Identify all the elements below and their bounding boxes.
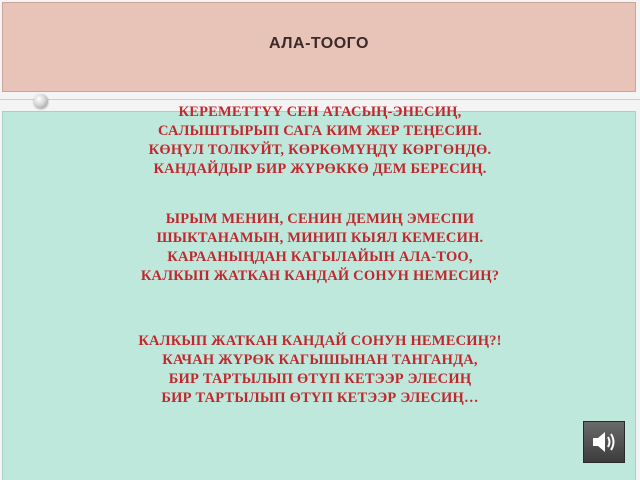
poem-line: КАЛКЫП ЖАТКАН КАНДАЙ СОНУН НЕМЕСИҢ?! [138,333,502,349]
poem-stanza-1 [0,103,640,179]
poem-stanza-3 [0,332,640,408]
poem-line: КӨҢҮЛ ТОЛКУЙТ, КӨРКӨМҮҢДҮ КӨРГӨНДӨ. [148,142,492,158]
poem-line: ШЫКТАНАМЫН, МИНИП КЫЯЛ КЕМЕСИН. [156,230,484,246]
poem-line: БИР ТАРТЫЛЫП ӨТҮП КЕТЭЭР ЭЛЕСИҢ [168,371,472,387]
divider-line [0,99,640,100]
poem-line: КАЛКЫП ЖАТКАН КАНДАЙ СОНУН НЕМЕСИҢ? [140,268,500,284]
poem-line: КАРААНЫҢДАН КАГЫЛАЙЫН АЛА-ТОО, [167,249,473,265]
slide-title: АЛА-ТООГО [269,35,369,52]
poem-line: КАНДАЙДЫР БИР ЖҮРӨККӨ ДЕМ БЕРЕСИҢ. [153,161,487,177]
title-box [2,2,636,92]
poem-line: КЕРЕМЕТТҮҮ СЕН АТАСЫҢ-ЭНЕСИҢ, [178,104,462,120]
sound-button[interactable] [583,421,625,463]
poem-line: КАЧАН ЖҮРӨК КАГЫШЫНАН ТАНГАНДА, [162,352,478,368]
poem-line: ЫРЫМ МЕНИН, СЕНИН ДЕМИҢ ЭМЕСПИ [165,211,475,227]
poem-line: БИР ТАРТЫЛЫП ӨТҮП КЕТЭЭР ЭЛЕСИҢ… [161,390,479,406]
poem-stanza-2 [0,210,640,286]
speaker-icon [589,427,619,457]
poem-line: САЛЫШТЫРЫП САГА КИМ ЖЕР ТЕҢЕСИН. [158,123,482,139]
